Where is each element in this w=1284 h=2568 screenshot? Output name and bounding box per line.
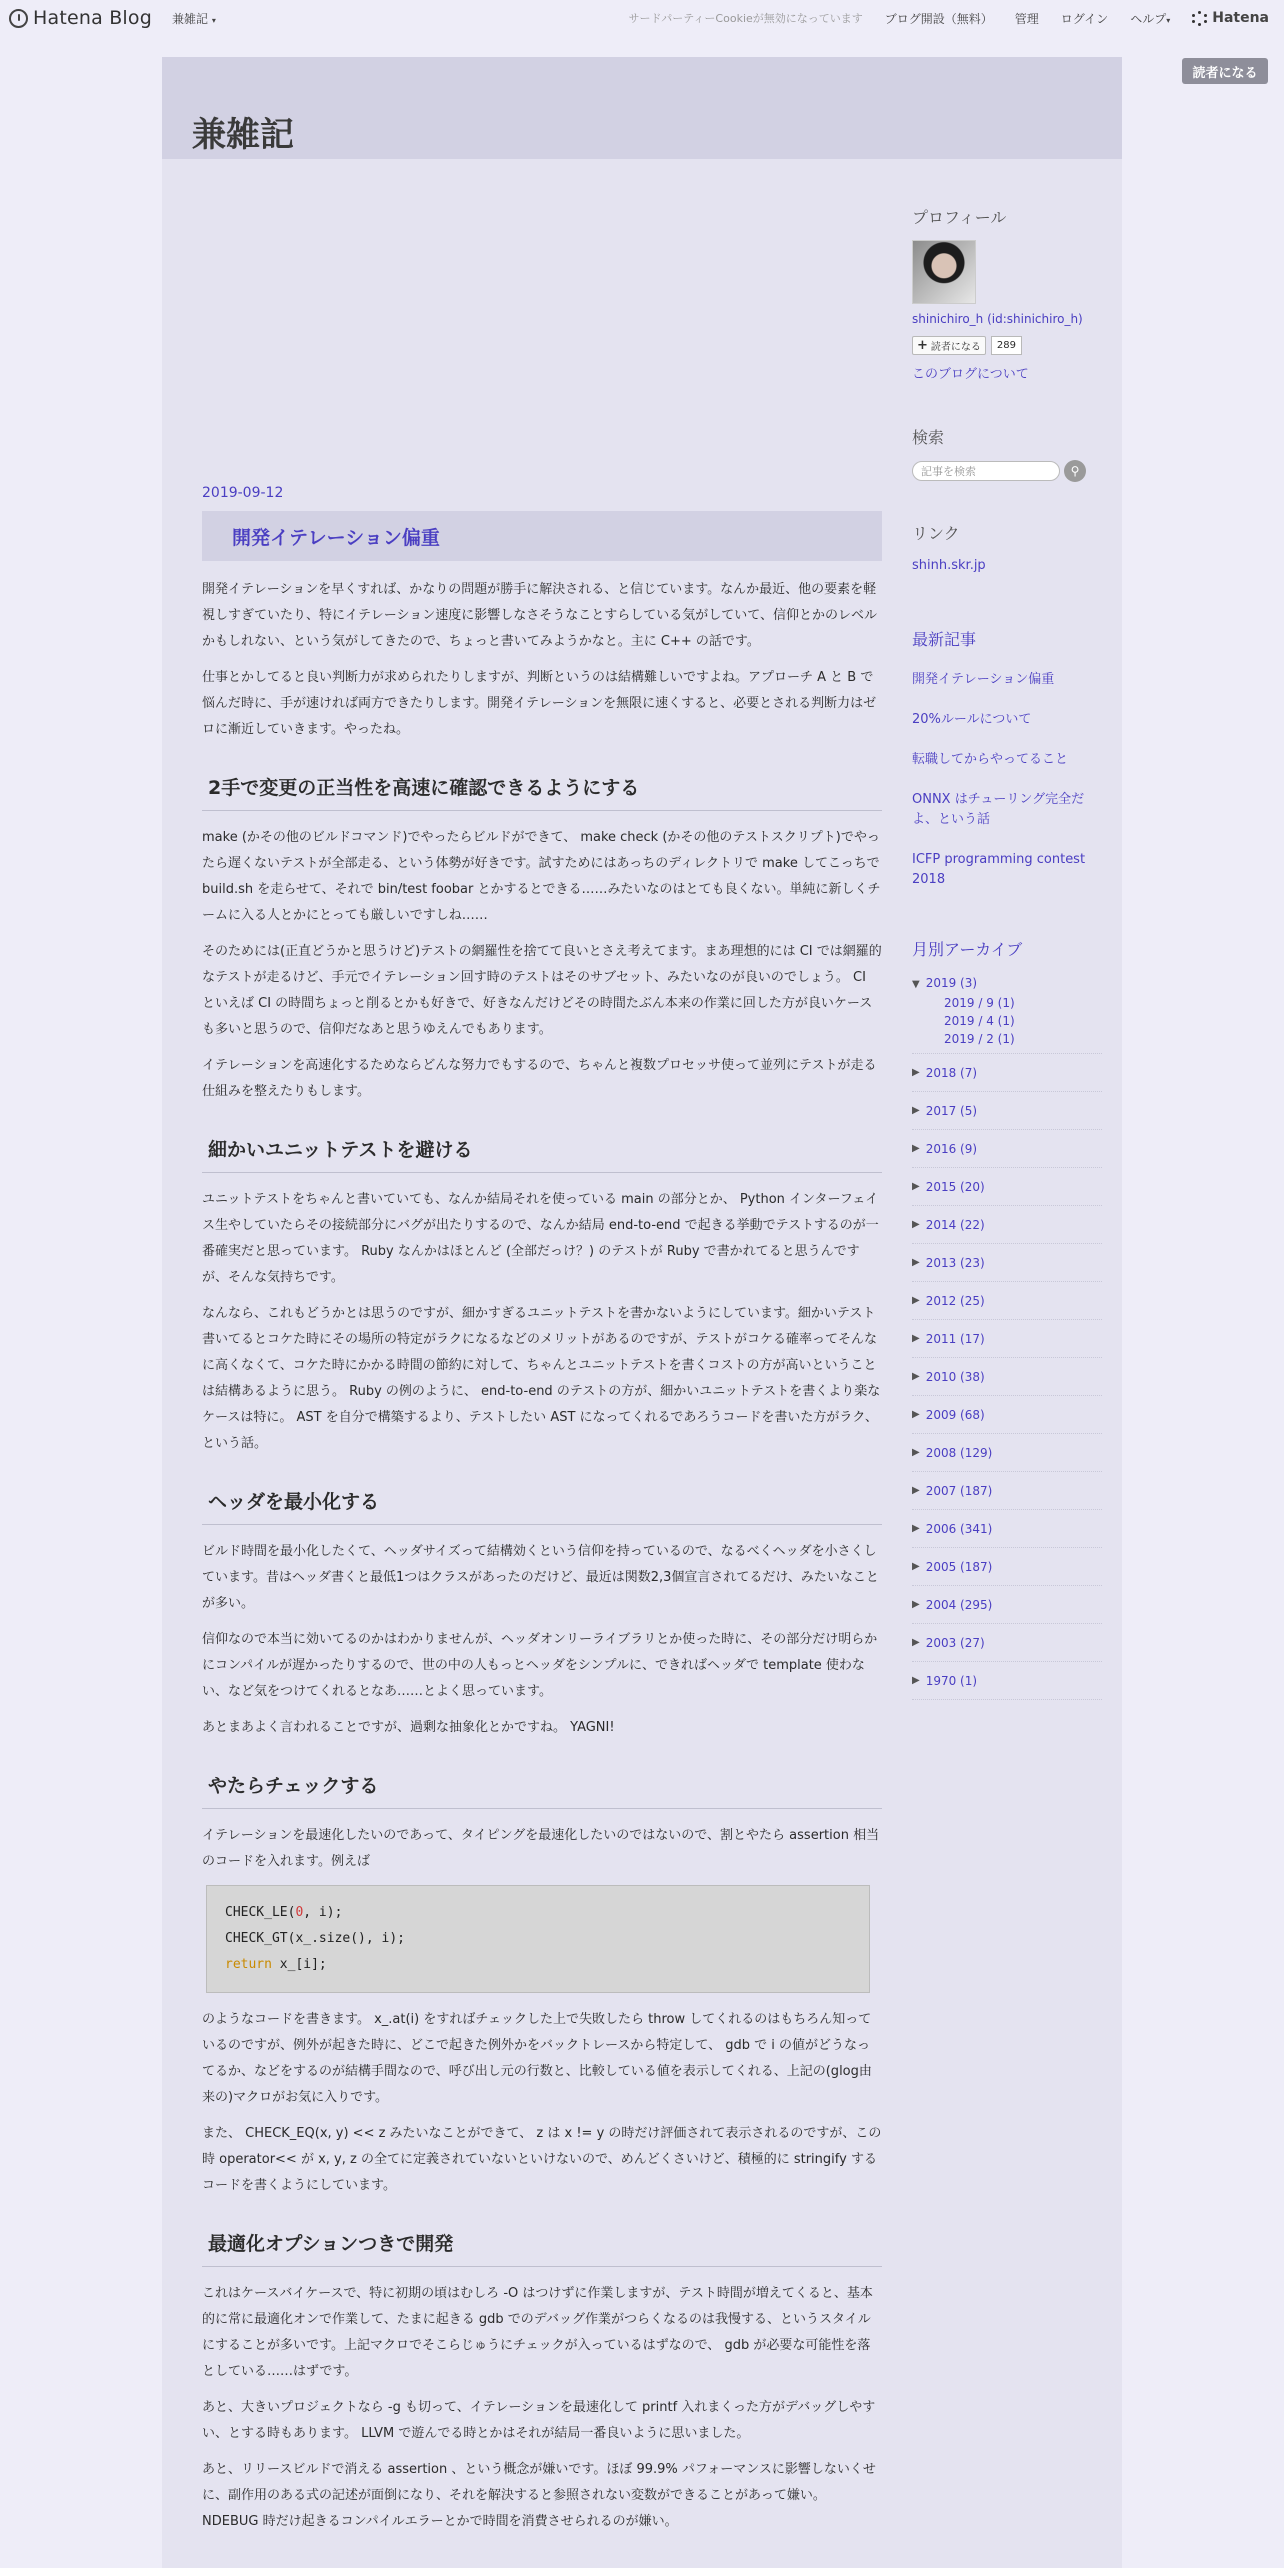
triangle-right-icon: ▶ (912, 1371, 920, 1382)
hatena-blog-logo[interactable] (9, 7, 152, 29)
archive-year-label: 2019 (3) (925, 976, 978, 990)
archive-year[interactable] (912, 1054, 1102, 1092)
paragraph: 仕事とかしてると良い判断力が求められたりしますが、判断というのは結構難しいですよね。アプローチ A と B で悩んだ時に、手が速ければ両方できたりします。開発イテレーションを無限に速くすると、必要とされる判断力はゼロに漸近していきます。やったね。 (202, 670, 877, 737)
admin-link[interactable]: 管理 (1014, 11, 1039, 26)
paragraph: ビルド時間を最小化したくて、ヘッダサイズって結構効くという信仰を持っているので、なるべくヘッダを小さくしています。昔はヘッダ書くと最低1つはクラスがあったのだけど、最近は関数2,3個宣言されてるだけ、みたいなことが多い。 (202, 1544, 879, 1611)
links-title: リンク (912, 524, 960, 543)
archive-year-label: 2010 (38) (925, 1369, 985, 1384)
archive-year-label: 2016 (9) (925, 1141, 978, 1156)
archive-year-open (912, 974, 1102, 1048)
paragraph: なんなら、これもどうかとは思うのですが、細かすぎるユニットテストを書かないようにしています。細かいテスト書いてるとコケた時にその場所の特定がラクになるなどのメリットがあるのですが、テストがコケる確率ってそんなに高くなくて、コケた時にかかる時間の節約に対して、ちゃんとユニットテストを書くコストの方が高いということは結構あるように思う。 Ruby の例のように、 end-to-end のテストの方が、細かいユニットテストを書くより楽なケースは特に。 AST を自分で構築するより、テストしたい AST になってくれるであろうコードを書いた方がラク、という話。 (202, 1306, 881, 1451)
archive-module (912, 937, 1102, 1700)
blog-menu-label: 兼雑記 (172, 11, 209, 26)
search-module (912, 425, 1102, 482)
search-title: 検索 (912, 428, 945, 447)
archive-year[interactable] (912, 1092, 1102, 1130)
cookie-notice: サードパーティーCookieが無効になっています (628, 12, 863, 25)
profile-subscribe-button[interactable] (912, 336, 986, 355)
recent-entry[interactable]: 転職してからやってること (912, 752, 1069, 767)
section-heading: やたらチェックする (202, 1751, 882, 1809)
triangle-right-icon: ▶ (912, 1447, 920, 1458)
triangle-right-icon: ▶ (912, 1409, 920, 1420)
paragraph: make (かその他のビルドコマンド)でやったらビルドができて、 make check (かその他のテストスクリプト)でやったら遅くないテストが全部走る、という体勢が好きです。試すためにはあっちのディレクトリで make してこっちで build.sh を走らせて、それで bin/test foobar とかするとできる……みたいなのはとても良くない。単純に新しくチームに入る人とかにとっても厳しいですしね…… (202, 830, 881, 923)
entry-title[interactable] (202, 511, 882, 561)
archive-year-label: 2007 (187) (925, 1483, 993, 1498)
blog-header (162, 57, 1122, 159)
triangle-right-icon: ▶ (912, 1219, 920, 1230)
archive-year[interactable] (912, 1130, 1102, 1168)
archive-title: 月別アーカイブ (912, 940, 1023, 959)
avatar[interactable] (912, 240, 976, 304)
code-block (206, 1885, 870, 1993)
subscribe-button[interactable]: 読者になる (1182, 58, 1268, 84)
triangle-right-icon: ▶ (912, 1295, 920, 1306)
paragraph: のようなコードを書きます。 x_.at(i) をすればチェックした上で失敗したら throw してくれるのはもちろん知っているのですが、例外が起きた時に、どこで起きた例外かをバックトレースから特定して、 gdb で i の値がどうなってるか、などをするのが結構手間なので、呼び出し元の行数と、比較している値を表示してくれる、上記の(glog由来の)マクロがお気に入りです。 (202, 2012, 872, 2105)
subscribe-label: 読者になる (930, 342, 981, 353)
triangle-right-icon: ▶ (912, 1523, 920, 1534)
triangle-right-icon: ▶ (912, 1561, 920, 1572)
section-heading: 細かいユニットテストを避ける (202, 1115, 882, 1173)
recent-entry[interactable]: 開発イテレーション偏重 (912, 672, 1055, 687)
triangle-right-icon: ▶ (912, 1333, 920, 1344)
paragraph: あとまあよく言われることですが、過剰な抽象化とかですね。 YAGNI! (202, 1720, 615, 1735)
triangle-right-icon: ▶ (912, 1105, 920, 1116)
paragraph: これはケースバイケースで、特に初期の頃はむしろ -O はつけずに作業しますが、テスト時間が増えてくると、基本的に常に最適化オンで作業して、たまに起きる gdb でのデバッグ作業がつらくなるのは我慢する、というスタイルにすることが多いです。上記マクロでそこらじゅうにチェックが入っているはずなので、 gdb が必要な可能性を落としている……はずです。 (202, 2286, 873, 2379)
hatena-logo-icon (9, 9, 28, 28)
triangle-right-icon: ▶ (912, 1599, 920, 1610)
archive-year[interactable] (912, 1586, 1102, 1624)
caret-down-icon: ▾ (211, 15, 216, 25)
archive-year[interactable] (912, 1358, 1102, 1396)
paragraph: ユニットテストをちゃんと書いていても、なんか結局それを使っている main の部分とか、 Python インターフェイス生やしていたらその接続部分にバグが出たりするので、なんか結局 end-to-end で起きる挙動でテストするのが一番確実だと思っています。 Ruby なんかはほとんど (全部だっけ？) のテストが Ruby で書かれてると思うんですが、そんな気持ちです。 (202, 1192, 879, 1285)
triangle-right-icon: ▶ (912, 1067, 920, 1078)
archive-year[interactable] (912, 1168, 1102, 1206)
link-item[interactable]: shinh.skr.jp (912, 558, 986, 573)
main-content (202, 159, 882, 2545)
paragraph: 信仰なので本当に効いてるのかはわかりませんが、ヘッダオンリーライブラリとか使った時に、その部分だけ明らかにコンパイルが遅かったりするので、世の中の人もっとヘッダをシンプルに、できればヘッダで template 使わない、など気をつけてくれるとなあ……とよく思っています。 (202, 1632, 878, 1699)
archive-month[interactable]: 2019 / 9 (1) (944, 996, 1015, 1010)
paragraph: イテレーションを高速化するためならどんな努力でもするので、ちゃんと複数プロセッサ使って並列にテストが走る仕組みを整えたりもします。 (202, 1058, 877, 1099)
search-icon[interactable]: ⚲ (1064, 460, 1086, 482)
plus-icon: + (917, 338, 928, 353)
hatena-label: Hatena (1212, 10, 1269, 26)
archive-year[interactable] (912, 1510, 1102, 1548)
archive-year[interactable] (912, 1396, 1102, 1434)
triangle-down-icon: ▼ (912, 979, 920, 990)
hatena-dots-icon (1192, 11, 1207, 26)
archive-year-label: 2004 (295) (925, 1597, 993, 1612)
about-link[interactable]: このブログについて (912, 367, 1029, 382)
links-module (912, 521, 1102, 573)
global-header (0, 0, 1284, 36)
hatena-menu[interactable] (1192, 10, 1269, 26)
search-input[interactable]: 記事を検索 (912, 461, 1060, 481)
recent-entry[interactable]: ICFP programming contest 2018 (912, 852, 1086, 887)
paragraph: そのためには(正直どうかと思うけど)テストの網羅性を捨てて良いとさえ考えてます。まあ理想的には CI では網羅的なテストが走るけど、手元でイテレーション回す時のテストはそのサブセット、みたいなのが良いのでしょう。 CI といえば CI の時間ちょっと削るとかも好きで、好きなんだけどその時間たぶん本来の作業に回した方が良いケースも多いと思うので、信仰だなあと思うゆえんでもあります。 (202, 944, 882, 1037)
profile-module (912, 205, 1102, 382)
archive-year[interactable] (912, 1472, 1102, 1510)
archive-year[interactable] (912, 1320, 1102, 1358)
archive-year-label: 2008 (129) (925, 1445, 993, 1460)
triangle-right-icon: ▶ (912, 1143, 920, 1154)
entry-date[interactable]: 2019-09-12 (202, 485, 284, 501)
entry-body (202, 577, 882, 2535)
blog-menu[interactable] (172, 10, 216, 27)
archive-year-label: 2006 (341) (925, 1521, 993, 1536)
archive-year-label: 1970 (1) (925, 1673, 978, 1688)
archive-year[interactable] (912, 1434, 1102, 1472)
login-link[interactable]: ログイン (1060, 11, 1109, 26)
section-heading: 2手で変更の正当性を高速に確認できるようにする (202, 753, 882, 811)
subscriber-count[interactable]: 289 (991, 336, 1022, 355)
logo-text: Hatena Blog (33, 7, 152, 29)
archive-year[interactable] (912, 1282, 1102, 1320)
triangle-right-icon: ▶ (912, 1485, 920, 1496)
profile-name[interactable]: shinichiro_h (id:shinichiro_h) (912, 312, 1083, 326)
archive-year-2019[interactable] (912, 974, 1102, 994)
recent-title: 最新記事 (912, 630, 977, 649)
archive-year-label: 2003 (27) (925, 1635, 985, 1650)
paragraph: あと、リリースビルドで消える assertion 、という概念が嫌いです。ほぼ 99.9% パフォーマンスに影響しないくせに、副作用のある式の記述が面倒になり、それを解決すると参照されない変数ができることがあって嫌い。 NDEBUG 時だけ起きるコンパイルエラーとかで時間を消費させられるのが嫌い。 (202, 2462, 876, 2529)
help-label: ヘルプ (1130, 11, 1167, 26)
archive-year[interactable] (912, 1662, 1102, 1700)
code-line: return x_[i]; (225, 1957, 327, 1972)
archive-years (912, 1054, 1102, 1700)
archive-year-label: 2014 (22) (925, 1217, 985, 1232)
triangle-right-icon: ▶ (912, 1181, 920, 1192)
help-menu[interactable] (1130, 10, 1170, 27)
archive-year-label: 2013 (23) (925, 1255, 985, 1270)
recent-entries-module (912, 627, 1102, 890)
archive-year[interactable] (912, 1548, 1102, 1586)
blog-title[interactable]: 兼雑記 (192, 115, 294, 155)
archive-year-label: 2015 (20) (925, 1179, 985, 1194)
code-line: CHECK_LE(0, i); (225, 1905, 343, 1920)
archive-year-label: 2017 (5) (925, 1103, 978, 1118)
triangle-right-icon: ▶ (912, 1257, 920, 1268)
paragraph: また、 CHECK_EQ(x, y) << z みたいなことができて、 z は x != y の時だけ評価されて表示されるのですが、この時 operator<< が x, y, z の全てに定義されていないといけないので、めんどくさいけど、積極的に stringify するコードを書くようにしています。 (202, 2126, 882, 2193)
paragraph: イテレーションを最速化したいのであって、タイピングを最速化したいのではないので、割とやたら assertion 相当のコードを入れます。例えば (202, 1828, 880, 1869)
archive-year-label: 2018 (7) (925, 1065, 978, 1080)
archive-year[interactable] (912, 1244, 1102, 1282)
archive-year-label: 2005 (187) (925, 1559, 993, 1574)
archive-month[interactable]: 2019 / 2 (1) (944, 1032, 1015, 1046)
code-line: CHECK_GT(x_.size(), i); (225, 1931, 406, 1946)
recent-entry[interactable]: 20%ルールについて (912, 712, 1032, 727)
recent-entry[interactable]: ONNX はチューリング完全だよ、という話 (912, 792, 1085, 827)
ad-space (202, 159, 882, 485)
entry-title-text: 開発イテレーション偏重 (232, 526, 440, 549)
blog-container (162, 159, 1122, 2568)
archive-year-label: 2011 (17) (925, 1331, 985, 1346)
archive-year[interactable] (912, 1624, 1102, 1662)
profile-title: プロフィール (912, 208, 1007, 227)
start-blog-link[interactable]: ブログ開設（無料） (884, 11, 993, 26)
section-heading: 最適化オプションつきで開発 (202, 2209, 882, 2267)
paragraph: 開発イテレーションを早くすれば、かなりの問題が勝手に解決される、と信じています。なんか最近、他の要素を軽視しすぎていたり、特にイテレーション速度に影響しなさそうなことすらしている気がしていて、信仰とかのレベルかもしれない、という気がしてきたので、ちょっと書いてみようかなと。主に C++ の話です。 (202, 582, 877, 649)
archive-month[interactable]: 2019 / 4 (1) (944, 1014, 1015, 1028)
triangle-right-icon: ▶ (912, 1675, 920, 1686)
archive-year[interactable] (912, 1206, 1102, 1244)
archive-year-label: 2012 (25) (925, 1293, 985, 1308)
paragraph: あと、大きいプロジェクトなら -g も切って、イテレーションを最速化して printf 入れまくった方がデバッグしやすい、とする時もあります。 LLVM で遊んでる時とかはそれが結局一番良いように思いました。 (202, 2400, 876, 2441)
caret-down-icon: ▾ (1166, 15, 1171, 25)
section-heading: ヘッダを最小化する (202, 1467, 882, 1525)
archive-year-label: 2009 (68) (925, 1407, 985, 1422)
triangle-right-icon: ▶ (912, 1637, 920, 1648)
